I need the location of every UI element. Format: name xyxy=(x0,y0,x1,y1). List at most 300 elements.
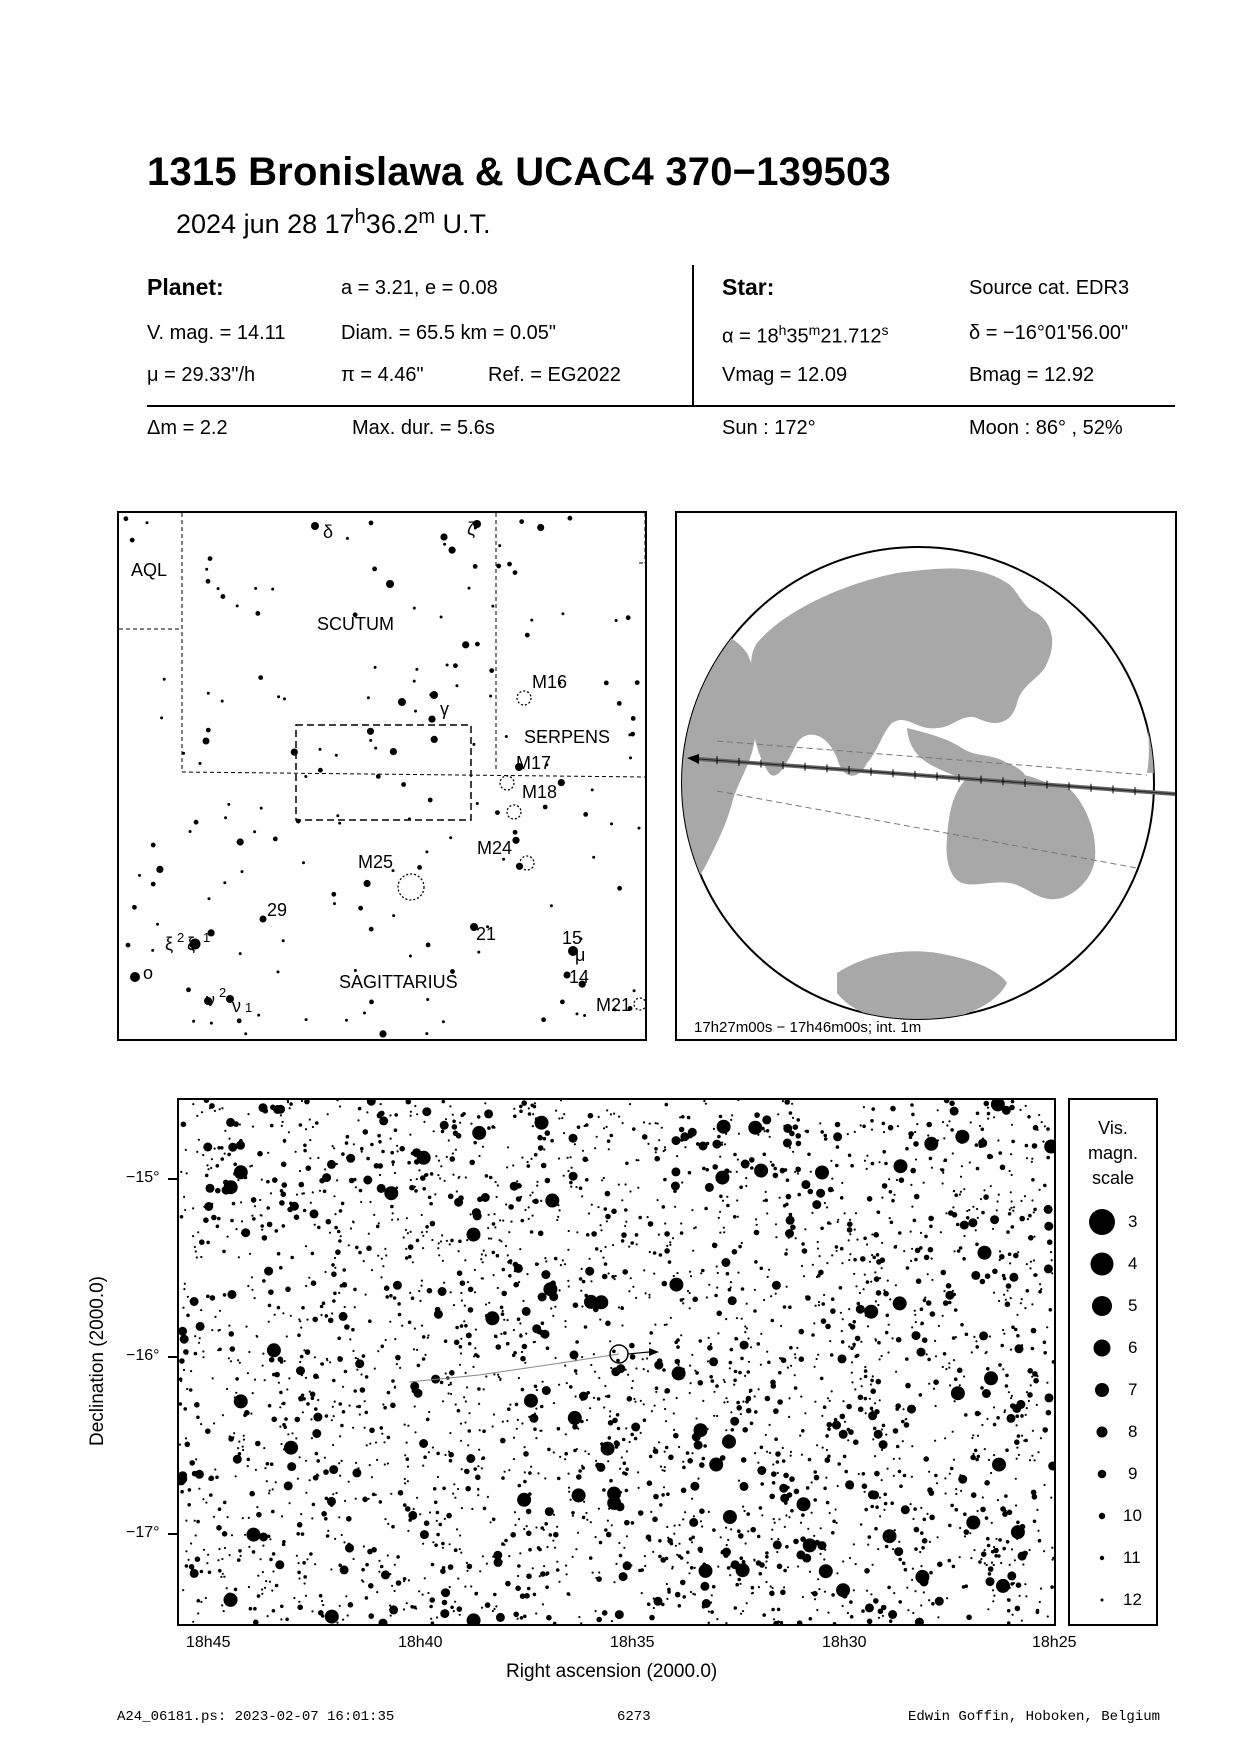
field-star xyxy=(496,1254,500,1258)
field-star xyxy=(894,1159,908,1173)
field-star xyxy=(244,1410,250,1416)
field-star xyxy=(532,1200,536,1204)
field-star xyxy=(572,1424,578,1430)
field-star xyxy=(383,1406,387,1410)
field-star xyxy=(846,1404,852,1410)
field-star xyxy=(759,1572,763,1576)
field-star xyxy=(283,1141,285,1143)
finder-star xyxy=(291,749,298,756)
field-star xyxy=(396,1363,398,1365)
field-star xyxy=(863,1237,867,1241)
finder-star xyxy=(318,768,323,773)
field-star xyxy=(575,1373,577,1375)
field-star xyxy=(454,1340,460,1346)
field-star xyxy=(767,1116,769,1118)
field-star xyxy=(369,1428,375,1434)
finder-star xyxy=(617,886,622,891)
field-star xyxy=(866,1155,868,1157)
field-star xyxy=(661,1493,665,1497)
field-star xyxy=(542,1603,544,1605)
field-star xyxy=(492,1251,496,1255)
field-star xyxy=(708,1622,710,1624)
field-star xyxy=(993,1116,995,1118)
field-star xyxy=(445,1372,447,1374)
field-star xyxy=(1039,1601,1041,1603)
field-star xyxy=(701,1525,703,1527)
star-delta: δ = −16°01'56.00" xyxy=(969,322,1129,344)
field-star xyxy=(586,1419,588,1421)
legend-title-3: scale xyxy=(1091,1168,1135,1188)
field-star xyxy=(950,1467,954,1471)
field-star xyxy=(826,1449,828,1451)
field-star xyxy=(725,1517,727,1519)
field-star xyxy=(788,1237,790,1239)
field-star xyxy=(765,1560,767,1562)
field-star xyxy=(1010,1297,1012,1299)
field-star xyxy=(823,1405,827,1409)
field-star xyxy=(745,1542,747,1544)
field-star xyxy=(681,1115,685,1119)
field-star xyxy=(496,1613,505,1622)
field-star xyxy=(543,1137,547,1141)
field-star xyxy=(378,1560,380,1562)
field-star xyxy=(361,1568,365,1572)
field-star xyxy=(513,1282,519,1288)
field-star xyxy=(648,1296,650,1298)
field-star xyxy=(477,1488,479,1490)
field-star xyxy=(673,1433,679,1439)
field-star xyxy=(684,1146,686,1148)
field-star xyxy=(190,1370,192,1372)
field-star xyxy=(1006,1290,1008,1292)
field-star xyxy=(830,1353,834,1357)
field-star xyxy=(913,1332,915,1334)
finder-star xyxy=(455,684,458,687)
field-star xyxy=(569,1172,578,1181)
field-star xyxy=(521,1157,523,1159)
field-star xyxy=(327,1160,336,1169)
field-star xyxy=(919,1246,923,1250)
field-star xyxy=(564,1320,566,1322)
field-star xyxy=(640,1400,642,1402)
field-star xyxy=(858,1407,864,1413)
field-star xyxy=(683,1368,685,1370)
field-star xyxy=(404,1424,406,1426)
field-star xyxy=(872,1256,876,1260)
field-star xyxy=(448,1392,450,1394)
field-star xyxy=(757,1134,759,1136)
field-star xyxy=(866,1243,868,1245)
field-star xyxy=(772,1463,774,1465)
field-star xyxy=(702,1605,706,1609)
field-star xyxy=(831,1593,835,1597)
field-star xyxy=(458,1177,460,1179)
field-star xyxy=(1033,1259,1035,1261)
field-star xyxy=(363,1260,365,1262)
field-star xyxy=(831,1570,833,1572)
field-star xyxy=(397,1218,399,1220)
field-star xyxy=(309,1552,313,1556)
field-star xyxy=(784,1526,786,1528)
field-star xyxy=(407,1480,409,1482)
field-star xyxy=(1033,1378,1039,1384)
field-star xyxy=(459,1548,461,1550)
field-star xyxy=(487,1496,489,1498)
field-star xyxy=(433,1130,435,1132)
field-star xyxy=(438,1254,440,1256)
field-star xyxy=(526,1525,528,1527)
field-star xyxy=(429,1605,433,1609)
field-star xyxy=(1047,1615,1049,1617)
field-star xyxy=(604,1246,606,1248)
legend-mag-label: 10 xyxy=(1123,1506,1142,1525)
field-star xyxy=(267,1343,281,1357)
field-star xyxy=(700,1520,702,1522)
field-star xyxy=(703,1444,707,1448)
field-star xyxy=(1011,1395,1013,1397)
field-star xyxy=(841,1330,843,1332)
field-star xyxy=(813,1498,817,1502)
field-star xyxy=(279,1391,283,1395)
field-star xyxy=(454,1548,458,1552)
field-star xyxy=(604,1207,608,1211)
field-star xyxy=(719,1115,723,1119)
field-star xyxy=(691,1541,693,1543)
field-star xyxy=(209,1476,215,1482)
field-star xyxy=(1021,1620,1023,1622)
field-star xyxy=(712,1243,718,1249)
starfield-svg xyxy=(179,1100,1054,1624)
field-star xyxy=(489,1176,493,1180)
field-star xyxy=(835,1508,837,1510)
field-star xyxy=(865,1412,867,1414)
field-star xyxy=(1032,1371,1038,1377)
field-star xyxy=(472,1126,486,1140)
finder-star xyxy=(417,865,422,870)
field-star xyxy=(210,1295,216,1301)
field-star xyxy=(636,1243,638,1245)
field-star xyxy=(667,1538,673,1544)
field-star xyxy=(423,1121,425,1123)
field-star xyxy=(457,1578,459,1580)
alpha-s: s xyxy=(881,322,889,338)
field-star xyxy=(775,1223,777,1225)
field-star xyxy=(298,1577,300,1579)
field-star xyxy=(508,1274,512,1278)
field-star xyxy=(453,1483,455,1485)
field-star xyxy=(211,1203,213,1205)
finder-star xyxy=(426,998,429,1001)
field-star xyxy=(643,1368,645,1370)
field-star xyxy=(725,1429,727,1431)
field-star xyxy=(482,1277,484,1279)
field-star xyxy=(784,1252,788,1256)
field-star xyxy=(558,1157,560,1159)
field-star xyxy=(734,1606,738,1610)
field-star xyxy=(716,1618,718,1620)
field-star xyxy=(675,1545,677,1547)
field-star xyxy=(468,1429,472,1433)
field-star xyxy=(276,1105,285,1114)
field-star xyxy=(758,1586,760,1588)
field-star xyxy=(985,1273,991,1279)
field-star xyxy=(271,1417,277,1423)
field-star xyxy=(875,1340,877,1342)
field-star xyxy=(452,1152,454,1154)
field-star xyxy=(741,1457,747,1463)
field-star xyxy=(856,1354,860,1358)
field-star xyxy=(662,1469,664,1471)
field-star xyxy=(933,1388,935,1390)
field-star xyxy=(346,1135,350,1139)
field-star xyxy=(508,1555,510,1557)
field-star xyxy=(690,1482,699,1491)
field-star xyxy=(873,1427,877,1431)
field-star xyxy=(664,1146,666,1148)
field-star xyxy=(986,1418,988,1420)
finder-star xyxy=(277,695,280,698)
field-star xyxy=(305,1128,307,1130)
label-m25: M25 xyxy=(358,852,394,872)
finder-star xyxy=(260,807,263,810)
field-star xyxy=(927,1134,929,1136)
field-star xyxy=(450,1393,452,1395)
legend-dot xyxy=(1098,1470,1107,1479)
field-star xyxy=(559,1209,561,1211)
field-star xyxy=(656,1452,658,1454)
field-star xyxy=(365,1411,369,1415)
field-star xyxy=(231,1534,233,1536)
field-star xyxy=(536,1185,538,1187)
field-star xyxy=(432,1446,434,1448)
field-star xyxy=(984,1549,986,1551)
field-star xyxy=(516,1428,518,1430)
field-star xyxy=(420,1175,426,1181)
field-star xyxy=(736,1317,738,1319)
field-star xyxy=(1030,1261,1032,1263)
field-star xyxy=(570,1186,572,1188)
field-star xyxy=(406,1217,408,1219)
field-star xyxy=(426,1231,428,1233)
field-star xyxy=(707,1345,713,1351)
field-star xyxy=(284,1481,293,1490)
field-star xyxy=(737,1529,741,1533)
field-star xyxy=(644,1565,646,1567)
field-star xyxy=(1021,1344,1023,1346)
field-star xyxy=(282,1312,284,1314)
field-star xyxy=(369,1443,371,1445)
field-star xyxy=(507,1319,509,1321)
field-star xyxy=(431,1239,433,1241)
field-star xyxy=(603,1177,605,1179)
field-star xyxy=(848,1154,852,1158)
field-star xyxy=(750,1527,756,1533)
field-star xyxy=(389,1114,391,1116)
field-star xyxy=(1019,1216,1025,1222)
field-star xyxy=(563,1175,565,1177)
field-star xyxy=(803,1538,817,1552)
field-star xyxy=(206,1164,208,1166)
field-star xyxy=(980,1507,986,1513)
field-star xyxy=(546,1546,548,1548)
field-star xyxy=(966,1216,970,1220)
field-star xyxy=(188,1559,190,1561)
field-star xyxy=(888,1610,897,1619)
field-star xyxy=(264,1467,266,1469)
field-star xyxy=(779,1484,788,1493)
field-star xyxy=(988,1572,992,1576)
field-star xyxy=(723,1552,729,1558)
field-star xyxy=(253,1620,259,1625)
field-star xyxy=(883,1131,885,1133)
field-star xyxy=(482,1261,484,1263)
field-star xyxy=(575,1340,579,1344)
field-star xyxy=(507,1146,509,1148)
field-rectangle xyxy=(296,725,471,820)
field-star xyxy=(627,1396,633,1402)
field-star xyxy=(773,1540,782,1549)
field-star xyxy=(541,1334,545,1338)
field-star xyxy=(682,1466,686,1470)
finder-star xyxy=(491,605,494,608)
field-star xyxy=(487,1227,489,1229)
field-star xyxy=(243,1439,245,1441)
field-star xyxy=(580,1622,582,1624)
field-star xyxy=(345,1141,349,1145)
finder-star xyxy=(194,820,199,825)
field-star xyxy=(931,1279,933,1281)
field-star xyxy=(217,1217,221,1221)
field-star xyxy=(711,1379,715,1383)
field-star xyxy=(342,1386,344,1388)
field-star xyxy=(366,1111,368,1113)
field-star xyxy=(1021,1435,1023,1437)
field-star xyxy=(280,1605,284,1609)
field-star xyxy=(714,1294,718,1298)
field-star xyxy=(461,1507,463,1509)
field-star xyxy=(931,1167,933,1169)
field-star xyxy=(1040,1588,1042,1590)
field-star xyxy=(951,1386,965,1400)
field-star xyxy=(718,1313,720,1315)
field-star xyxy=(414,1328,416,1330)
table-vertical-divider xyxy=(692,265,694,406)
field-star xyxy=(622,1508,624,1510)
field-star xyxy=(841,1262,843,1264)
field-star xyxy=(488,1302,490,1304)
field-star xyxy=(709,1458,723,1472)
field-star xyxy=(560,1100,562,1101)
finder-star xyxy=(363,1012,366,1015)
finder-star xyxy=(498,544,501,547)
field-star xyxy=(790,1451,792,1453)
field-star xyxy=(707,1428,709,1430)
field-star xyxy=(820,1527,822,1529)
field-star xyxy=(693,1515,695,1517)
field-star xyxy=(418,1290,420,1292)
field-star xyxy=(455,1326,459,1330)
field-star xyxy=(659,1503,663,1507)
field-star xyxy=(1031,1328,1037,1334)
field-star xyxy=(434,1501,438,1505)
field-star xyxy=(665,1420,667,1422)
field-star xyxy=(738,1133,740,1135)
field-star xyxy=(309,1479,311,1481)
field-star xyxy=(738,1371,742,1375)
field-star xyxy=(524,1446,526,1448)
field-star xyxy=(877,1341,881,1345)
field-star xyxy=(414,1105,416,1107)
finder-star xyxy=(126,943,131,948)
field-star xyxy=(748,1361,750,1363)
field-star xyxy=(711,1187,713,1189)
field-star xyxy=(860,1124,862,1126)
field-star xyxy=(215,1476,219,1480)
field-star xyxy=(901,1505,910,1514)
field-star xyxy=(190,1542,192,1544)
field-star xyxy=(545,1507,554,1516)
field-star xyxy=(560,1264,562,1266)
field-star xyxy=(266,1180,270,1184)
field-star xyxy=(785,1545,789,1549)
finder-star xyxy=(408,817,411,820)
field-star xyxy=(840,1196,844,1200)
finder-star xyxy=(635,680,640,685)
field-star xyxy=(248,1546,250,1548)
field-star xyxy=(654,1405,656,1407)
field-star xyxy=(1011,1326,1015,1330)
field-star xyxy=(355,1462,357,1464)
field-star xyxy=(874,1276,880,1282)
field-star xyxy=(1024,1307,1026,1309)
field-star xyxy=(625,1427,627,1429)
field-star xyxy=(450,1606,454,1610)
planet-diameter: Diam. = 65.5 km = 0.05" xyxy=(341,322,556,344)
field-star xyxy=(648,1294,650,1296)
field-star xyxy=(723,1379,725,1381)
field-star xyxy=(242,1449,244,1451)
field-star xyxy=(913,1507,917,1511)
field-star xyxy=(185,1149,187,1151)
field-star xyxy=(623,1461,627,1465)
field-star xyxy=(637,1159,639,1161)
field-star xyxy=(861,1609,865,1613)
field-star xyxy=(837,1219,839,1221)
field-star xyxy=(943,1300,949,1306)
field-star xyxy=(184,1283,186,1285)
field-star xyxy=(405,1248,407,1250)
field-star xyxy=(990,1472,992,1474)
field-star xyxy=(522,1300,524,1302)
field-star xyxy=(997,1200,999,1202)
finder-star xyxy=(210,1022,213,1025)
field-star xyxy=(928,1599,930,1601)
field-star xyxy=(905,1418,907,1420)
field-star xyxy=(286,1388,288,1390)
field-star xyxy=(344,1370,348,1374)
field-star xyxy=(738,1245,742,1249)
field-star xyxy=(920,1232,922,1234)
field-star xyxy=(369,1464,371,1466)
field-star xyxy=(453,1610,455,1612)
field-star xyxy=(875,1300,877,1302)
field-star xyxy=(437,1174,439,1176)
field-star xyxy=(920,1307,924,1311)
field-star xyxy=(365,1375,369,1379)
label-nu1: ν xyxy=(232,996,241,1016)
finder-star xyxy=(449,547,456,554)
field-star xyxy=(247,1458,251,1462)
